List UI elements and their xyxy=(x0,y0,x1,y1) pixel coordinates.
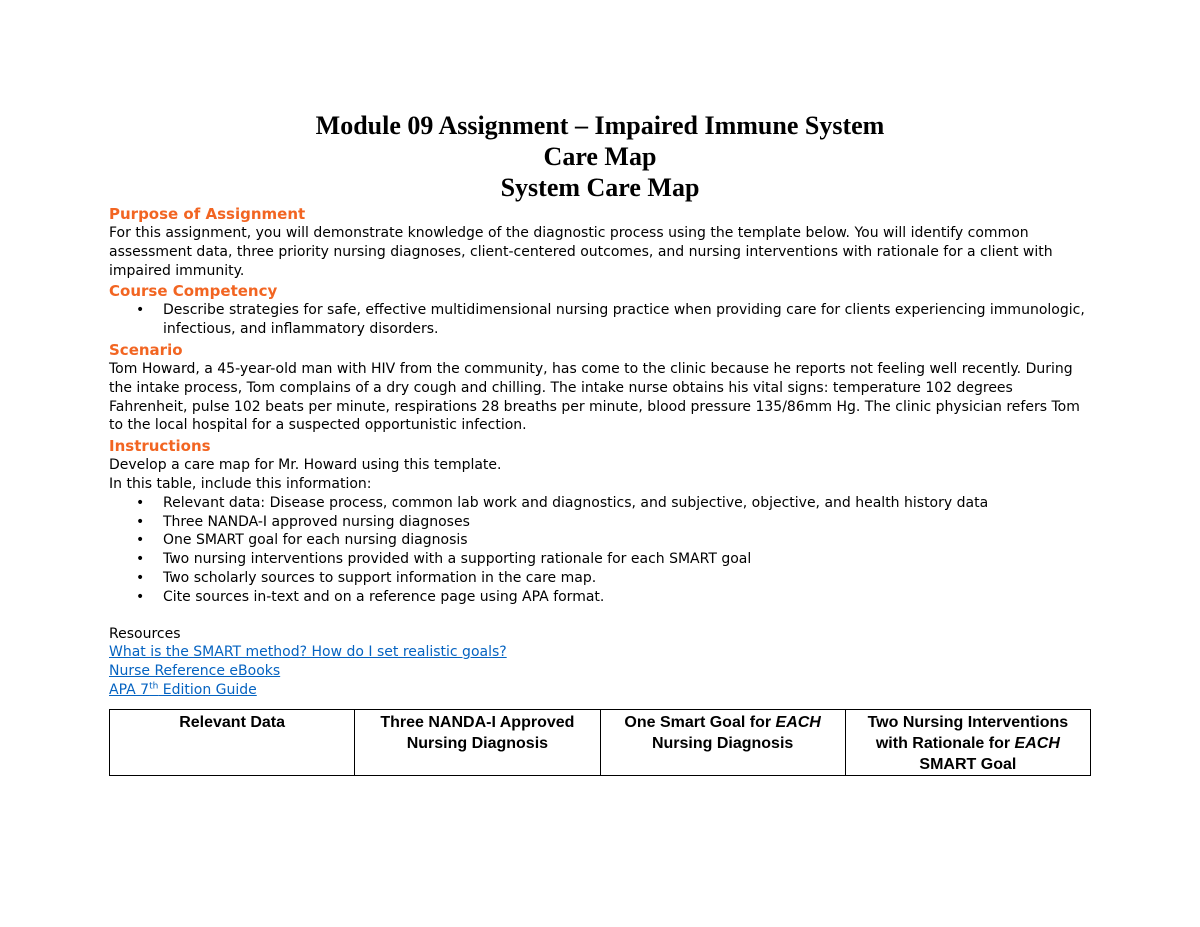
scenario-heading: Scenario xyxy=(109,340,183,359)
title-line-1: Module 09 Assignment – Impaired Immune System xyxy=(315,111,885,140)
scenario-text: Tom Howard, a 45-year-old man with HIV from the community, has come to the clinic because he reports not feeling well recently. During the intake process, Tom complains of a dry cough and chilling. The intake nurse obtains his vital signs: temperature 102 degrees Fahrenheit, pulse 102 beats per minute, respirations 28 breaths per minute, blood pressure 135/86mm Hg. The clinic physician refers Tom to the local hospital for a suspected opportunistic infection. xyxy=(109,360,1080,434)
bullet-icon: • xyxy=(136,494,145,511)
competency-item-text: Describe strategies for safe, effective multidimensional nursing practice when providing care for clients experiencing immunologic, infectious, and inflammatory disorders. xyxy=(163,302,1085,338)
title-line-3: System Care Map xyxy=(500,173,700,202)
instruction-item-text: Cite sources in-text and on a reference page using APA format. xyxy=(163,588,605,605)
list-item xyxy=(109,513,1091,532)
instructions-line-1: Develop a care map for Mr. Howard using this template. xyxy=(109,457,502,474)
instructions-list xyxy=(109,494,1091,607)
instruction-item-text: Three NANDA-I approved nursing diagnoses xyxy=(163,513,470,530)
list-item xyxy=(109,569,1091,588)
col-interventions-label-b: SMART Goal xyxy=(919,756,1017,773)
purpose-heading: Purpose of Assignment xyxy=(109,205,306,223)
instruction-item-text: Two nursing interventions provided with a supporting rationale for each SMART goal xyxy=(163,551,752,568)
col-smart-goal xyxy=(600,710,845,776)
care-map-table xyxy=(109,709,1091,776)
instruction-item-text: Two scholarly sources to support information in the care map. xyxy=(163,569,597,586)
competency-heading: Course Competency xyxy=(109,282,278,301)
apa-link-sup: th xyxy=(149,680,159,691)
list-item xyxy=(109,494,1091,513)
bullet-icon: • xyxy=(136,569,145,586)
list-item xyxy=(109,301,1091,339)
col-relevant-data-label: Relevant Data xyxy=(179,714,286,731)
col-interventions-emphasis: EACH xyxy=(1014,735,1060,752)
list-item xyxy=(109,531,1091,550)
instruction-item-text: One SMART goal for each nursing diagnosis xyxy=(163,532,468,549)
bullet-icon: • xyxy=(136,513,145,530)
document-page xyxy=(109,110,1091,699)
col-interventions xyxy=(845,710,1090,776)
col-interventions-label-a: Two Nursing Interventions with Rationale for xyxy=(867,714,1069,752)
instructions-line-2: In this table, include this information: xyxy=(109,475,372,492)
col-nanda-diagnosis-label: Three NANDA-I Approved Nursing Diagnosis xyxy=(380,714,575,752)
bullet-icon: • xyxy=(136,588,145,605)
instructions-heading: Instructions xyxy=(109,437,211,456)
col-smart-goal-label-b: Nursing Diagnosis xyxy=(651,735,794,752)
smart-method-link[interactable]: What is the SMART method? How do I set realistic goals? xyxy=(109,644,507,661)
bullet-icon: • xyxy=(136,302,145,319)
competency-list xyxy=(109,301,1091,339)
col-smart-goal-emphasis: EACH xyxy=(775,714,821,731)
apa-link-suffix: Edition Guide xyxy=(158,681,257,698)
spacer xyxy=(109,607,1091,625)
nurse-reference-ebooks-link[interactable]: Nurse Reference eBooks xyxy=(109,662,281,679)
table-header-row xyxy=(110,710,1091,776)
col-nanda-diagnosis xyxy=(355,710,600,776)
col-relevant-data xyxy=(110,710,355,776)
instruction-item-text: Relevant data: Disease process, common lab work and diagnostics, and subjective, objective, and health history data xyxy=(163,494,989,511)
document-title xyxy=(109,110,1091,203)
apa-link-prefix: APA 7 xyxy=(109,681,150,698)
col-smart-goal-label-a: One Smart Goal for xyxy=(624,714,776,731)
bullet-icon: • xyxy=(136,551,145,568)
list-item xyxy=(109,550,1091,569)
apa-guide-link[interactable] xyxy=(109,681,1091,700)
list-item xyxy=(109,588,1091,607)
title-line-2: Care Map xyxy=(543,142,657,171)
resources-label: Resources xyxy=(109,625,181,642)
purpose-text: For this assignment, you will demonstrate knowledge of the diagnostic process using the template below. You will identify common assessment data, three priority nursing diagnoses, client-centered outcomes, and nursing interventions with rationale for a client with impaired immunity. xyxy=(109,225,1053,279)
bullet-icon: • xyxy=(136,532,145,549)
